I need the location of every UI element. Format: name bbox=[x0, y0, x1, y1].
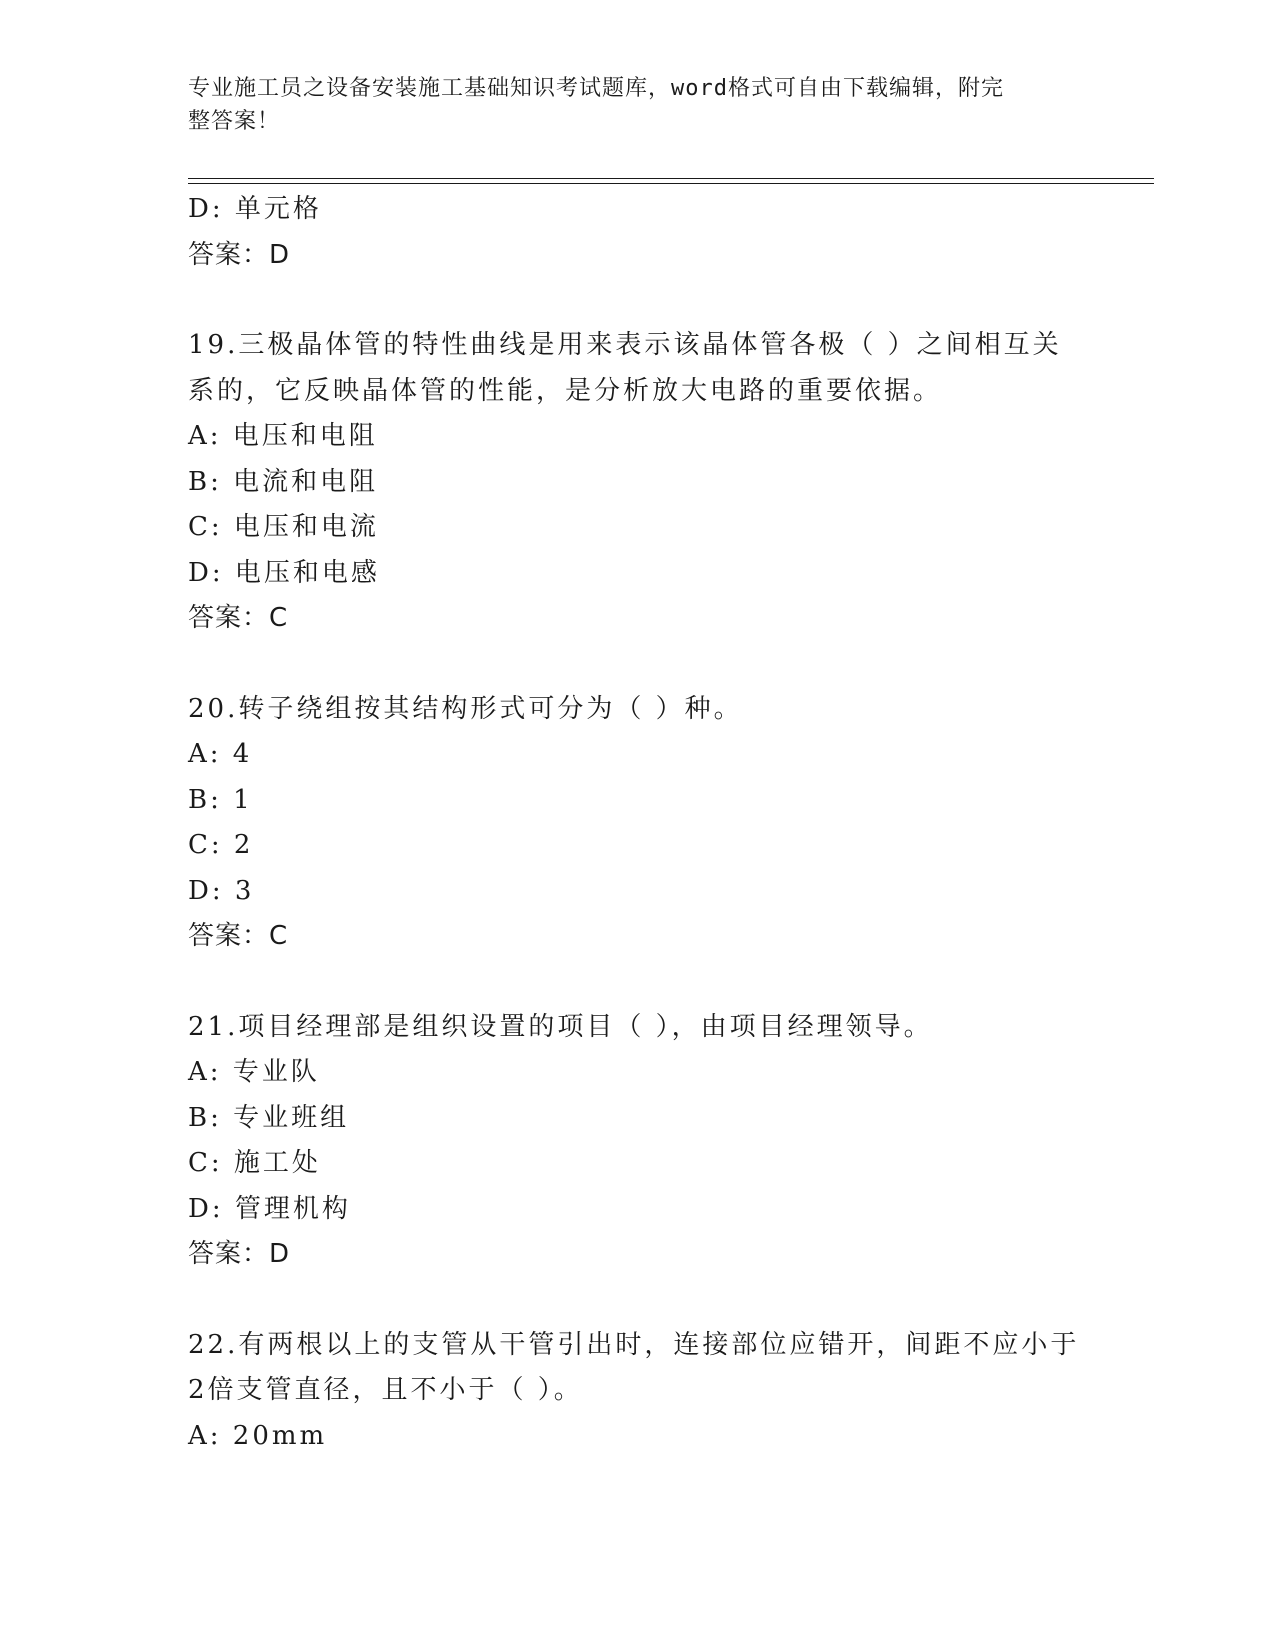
header-rule-bottom bbox=[188, 183, 1154, 184]
option-b: B: 1 bbox=[188, 784, 253, 815]
option-a: A: 专业队 bbox=[188, 1057, 320, 1087]
option-a: A: 4 bbox=[188, 739, 253, 769]
option-c: C: 电压和电流 bbox=[188, 512, 379, 542]
answer-line: 答案：D bbox=[188, 239, 291, 270]
header-line-1: 专业施工员之设备安装施工基础知识考试题库，word格式可自由下载编辑，附完 bbox=[188, 76, 1004, 101]
question-text-line-2: 系的，它反映晶体管的性能，是分析放大电路的重要依据。 bbox=[188, 375, 943, 406]
option-d: D: 电压和电感 bbox=[188, 557, 380, 588]
question-19 bbox=[188, 323, 1088, 642]
previous-question-tail bbox=[188, 187, 1088, 278]
document-header bbox=[188, 72, 1068, 138]
question-text-line-2: 2倍支管直径，且不小于（ ）。 bbox=[188, 1375, 583, 1405]
option-c: C: 2 bbox=[188, 830, 254, 860]
option-a: A: 20mm bbox=[188, 1420, 328, 1451]
option-c: C: 施工处 bbox=[188, 1148, 321, 1178]
answer-line: 答案：C bbox=[188, 603, 289, 633]
answer-line: 答案：D bbox=[188, 1239, 291, 1269]
option-d: D: 单元格 bbox=[188, 194, 322, 224]
option-a: A: 电压和电阻 bbox=[188, 421, 378, 451]
header-rule-top bbox=[188, 178, 1154, 179]
header-line-2: 整答案！ bbox=[188, 109, 281, 134]
question-20 bbox=[188, 687, 1088, 960]
option-d: D: 管理机构 bbox=[188, 1193, 351, 1224]
question-text-line-1: 20.转子绕组按其结构形式可分为（ ）种。 bbox=[188, 693, 743, 724]
question-22 bbox=[188, 1323, 1088, 1460]
question-21 bbox=[188, 1005, 1088, 1278]
question-text-line-1: 22.有两根以上的支管从干管引出时，连接部位应错开，间距不应小于 bbox=[188, 1329, 1080, 1360]
question-content bbox=[188, 187, 1088, 1459]
option-b: B: 专业班组 bbox=[188, 1102, 350, 1133]
option-d: D: 3 bbox=[188, 875, 255, 906]
answer-line: 答案：C bbox=[188, 921, 289, 951]
question-text-line-1: 19.三极晶体管的特性曲线是用来表示该晶体管各极（ ）之间相互关 bbox=[188, 330, 1062, 360]
option-b: B: 电流和电阻 bbox=[188, 466, 379, 497]
question-text-line-1: 21.项目经理部是组织设置的项目（ ），由项目经理领导。 bbox=[188, 1011, 933, 1042]
